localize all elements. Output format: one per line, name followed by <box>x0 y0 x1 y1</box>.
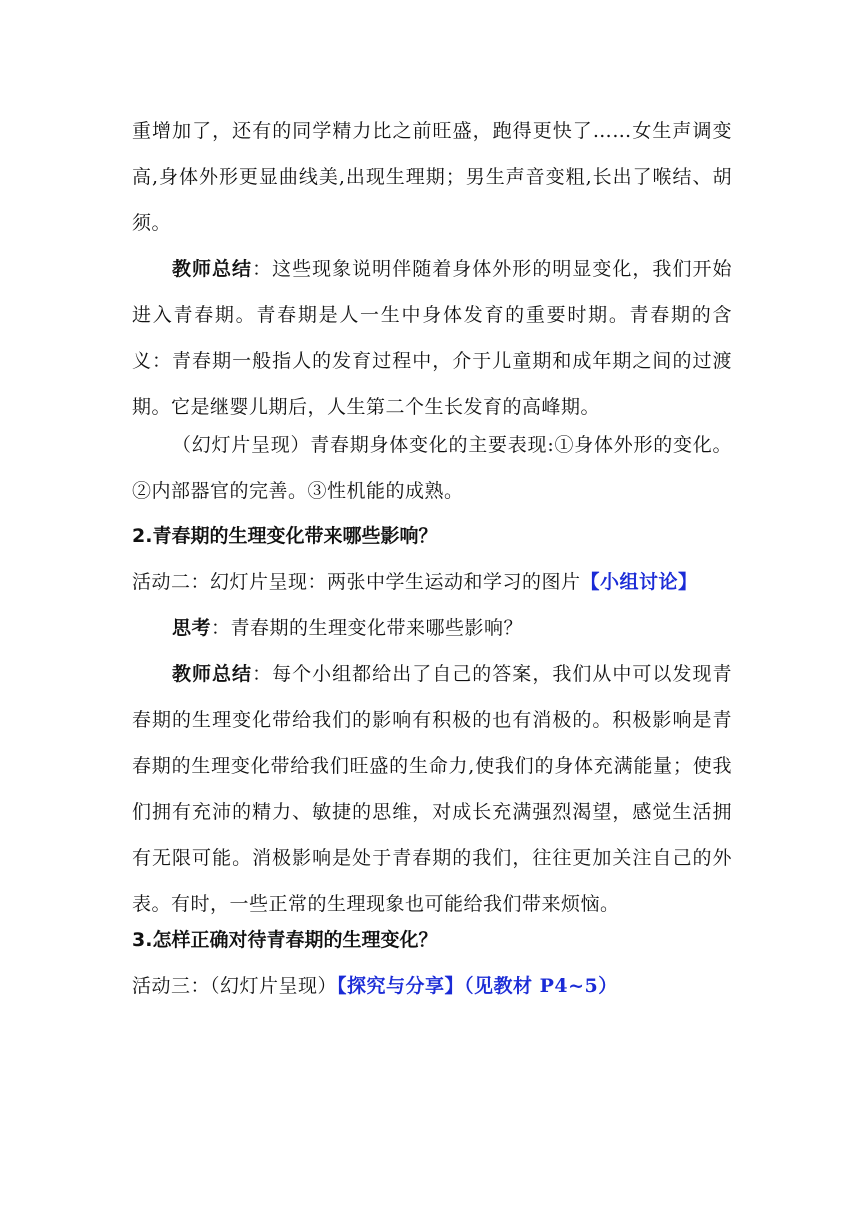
paragraph-body-intro <box>132 108 732 246</box>
paragraph-text: 活动二：幻灯片呈现：两张中学生运动和学习的图片 <box>132 571 581 593</box>
paragraph-text: （幻灯片呈现）青春期身体变化的主要表现:①身体外形的变化。②内部器官的完善。③性机能的成熟。 <box>132 434 732 502</box>
paragraph-activity-three <box>132 963 732 1009</box>
paragraph-slide-body-changes <box>132 422 732 514</box>
paragraph-text: ：这些现象说明伴随着身体外形的明显变化，我们开始进入青春期。青春期是人一生中身体发育的重要时期。青春期的含义：青春期一般指人的发育过程中，介于儿童期和成年期之间的过渡期。它是继婴儿期后，人生第二个生长发育的高峰期。 <box>132 258 732 418</box>
paragraph-text: 活动三：（幻灯片呈现） <box>132 975 338 997</box>
teacher-summary-label: 教师总结 <box>172 663 253 685</box>
paragraph-text: ：青春期的生理变化带来哪些影响？ <box>211 617 524 639</box>
thinking-label: 思考 <box>172 617 212 639</box>
teacher-summary-label: 教师总结 <box>172 258 253 280</box>
group-discussion-tag: 【小组讨论】 <box>580 571 698 593</box>
paragraph-teacher-summary-1 <box>132 246 732 430</box>
paragraph-text: ：每个小组都给出了自己的答案，我们从中可以发现青春期的生理变化带给我们的影响有积极的也有消极的。积极影响是青春期的生理变化带给我们旺盛的生命力,使我们的身体充满能量；使我们拥有充沛的精力、敏捷的思维，对成长充满强烈渴望，感觉生活拥有无限可能。消极影响是处于青春期的我们，往往更加关注自己的外表。有时，一些正常的生理现象也可能给我们带来烦恼。 <box>132 663 732 915</box>
paragraph-text: 重增加了，还有的同学精力比之前旺盛，跑得更快了……女生声调变高,身体外形更显曲线美,出现生理期；男生声音变粗,长出了喉结、胡须。 <box>132 120 732 234</box>
section-heading-2: 2.青春期的生理变化带来哪些影响？ <box>132 525 438 547</box>
paragraph-teacher-summary-2 <box>132 651 732 927</box>
section-heading-3: 3.怎样正确对待青春期的生理变化？ <box>132 929 438 951</box>
explore-share-tag: 【探究与分享】（见教材 P4~5） <box>337 975 618 997</box>
paragraph-activity-two <box>132 559 732 605</box>
paragraph-thinking <box>132 605 732 651</box>
